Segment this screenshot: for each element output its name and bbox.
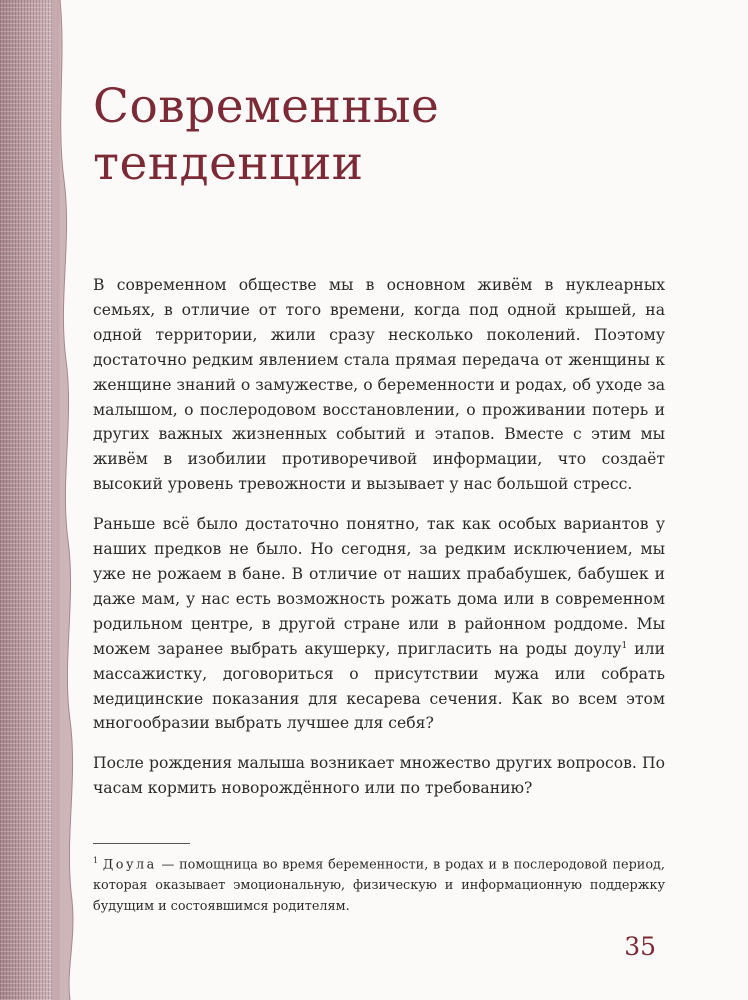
footnote-marker: 1	[93, 856, 99, 865]
page-title	[93, 78, 439, 192]
paragraph-2-part-1: Раньше всё было достаточно понятно, так как особых вариантов у наших предков не было. Но сегодня, за редким исключением, мы уже не рожаем в бане. В отличие от наших прабабушек, бабушек и даже мам, у нас есть возможность рожать дома или в современном родильном центре, в другой стране или в районном роддоме. Мы можем заранее выбрать акушерку, пригласить на роды доулу	[93, 515, 665, 658]
footnote-divider	[93, 843, 190, 844]
footnote-term: Доула	[102, 857, 157, 873]
title-line-2: тенденции	[93, 136, 364, 191]
footnote-text: — помощница во время беременности, в родах и в послеродовой период, которая оказывает эмоциональную, физическую и информационную поддержку будущим и состоявшимся родителям.	[93, 857, 665, 915]
page-number: 35	[624, 932, 656, 961]
paragraph-3: После рождения малыша возникает множество других вопросов. По часам кормить новорождённого или по требованию?	[93, 754, 665, 798]
fabric-texture-decoration	[0, 0, 60, 1000]
paragraph-2-part-2: или массажистку, договориться о присутствии мужа или собрать медицинские показания для кесарева сечения. Как во всем этом многообразии выбрать лучшее для себя?	[93, 639, 665, 733]
fabric-frayed-edge	[52, 0, 82, 1000]
footnote	[93, 850, 665, 917]
body-text	[93, 273, 665, 816]
paragraph-1: В современном обществе мы в основном живём в нуклеарных семьях, в отличие от того времени, когда под одной крышей, на одной территории, жили сразу несколько поколений. Поэтому достаточно редким явлением стала прямая передача от женщины к женщине знаний о замужестве, о беременности и родах, об уходе за малышом, о послеродовом восстановлении, о проживании потерь и других важных жизненных событий и этапов. Вместе с этим мы живём в изобилии противоречивой информации, что создаёт высокий уровень тревожности и вызывает у нас большой стресс.	[93, 276, 665, 494]
title-line-1: Современные	[93, 79, 440, 134]
footnote-reference[interactable]: 1	[621, 640, 628, 651]
paragraph-2	[93, 512, 665, 736]
